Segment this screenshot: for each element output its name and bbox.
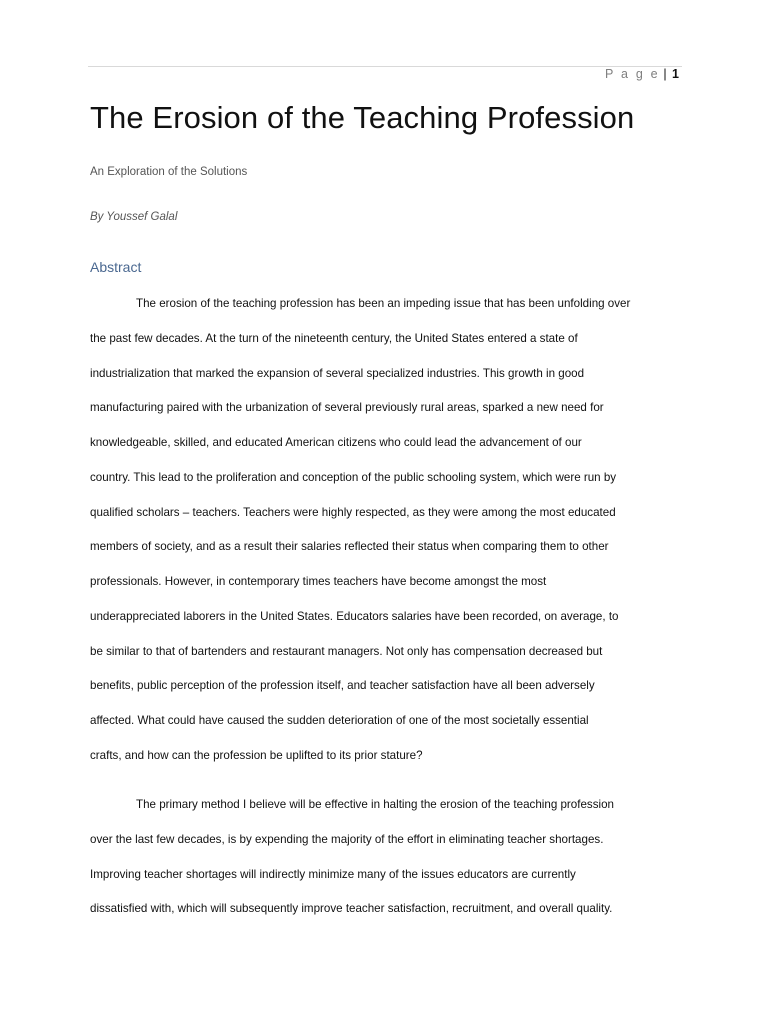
paragraph-line: underappreciated laborers in the United States. Educators salaries have been recorded, on average, to (90, 609, 619, 623)
paragraph (90, 797, 690, 936)
paragraph-line: dissatisfied with, which will subsequently improve teacher satisfaction, recruitment, and overall quality. (90, 902, 613, 916)
paragraph-line: affected. What could have caused the sudden deterioration of one of the most societally essential (90, 714, 589, 727)
header-rule (88, 66, 682, 67)
paragraph-line: qualified scholars – teachers. Teachers were highly respected, as they were among the most educated (90, 505, 616, 519)
page-number-header (605, 66, 679, 82)
paragraph-line: crafts, and how can the profession be uplifted to its prior stature? (90, 748, 423, 762)
page-label: P a g e (605, 67, 660, 81)
section-heading-abstract: Abstract (90, 259, 142, 275)
document-subtitle: An Exploration of the Solutions (90, 166, 248, 178)
paragraph-line: professionals. However, in contemporary times teachers have become amongst the most (90, 575, 547, 588)
page-number: 1 (672, 67, 679, 81)
paragraph-line: the past few decades. At the turn of the nineteenth century, the United States entered a state of (90, 331, 578, 345)
paragraph-line: country. This lead to the proliferation and conception of the public schooling system, which were run by (90, 470, 617, 484)
document-title: The Erosion of the Teaching Profession (90, 100, 635, 135)
paragraph-line: members of society, and as a result their salaries reflected their status when comparing them to other (90, 540, 609, 554)
paragraph (90, 296, 690, 783)
paragraph-line: be similar to that of bartenders and restaurant managers. Not only has compensation decreased but (90, 644, 603, 658)
paragraph-line: over the last few decades, is by expending the majority of the effort in eliminating teacher shortages. (90, 832, 604, 846)
paragraph-line: benefits, public perception of the profession itself, and teacher satisfaction have all been adversely (90, 679, 595, 693)
paragraph-line: knowledgeable, skilled, and educated American citizens who could lead the advancement of our (90, 436, 582, 449)
paragraph-line: manufacturing paired with the urbanization of several previously rural areas, sparked a new need for (90, 401, 604, 415)
document-author: By Youssef Galal (90, 211, 178, 223)
paragraph-line: Improving teacher shortages will indirectly minimize many of the issues educators are currently (90, 867, 576, 881)
page-separator: | (663, 67, 667, 81)
paragraph-line: The primary method I believe will be effective in halting the erosion of the teaching profession (136, 798, 614, 811)
paragraph-line: The erosion of the teaching profession has been an impeding issue that has been unfolding over (136, 297, 631, 310)
paragraph-line: industrialization that marked the expansion of several specialized industries. This growth in good (90, 366, 585, 380)
